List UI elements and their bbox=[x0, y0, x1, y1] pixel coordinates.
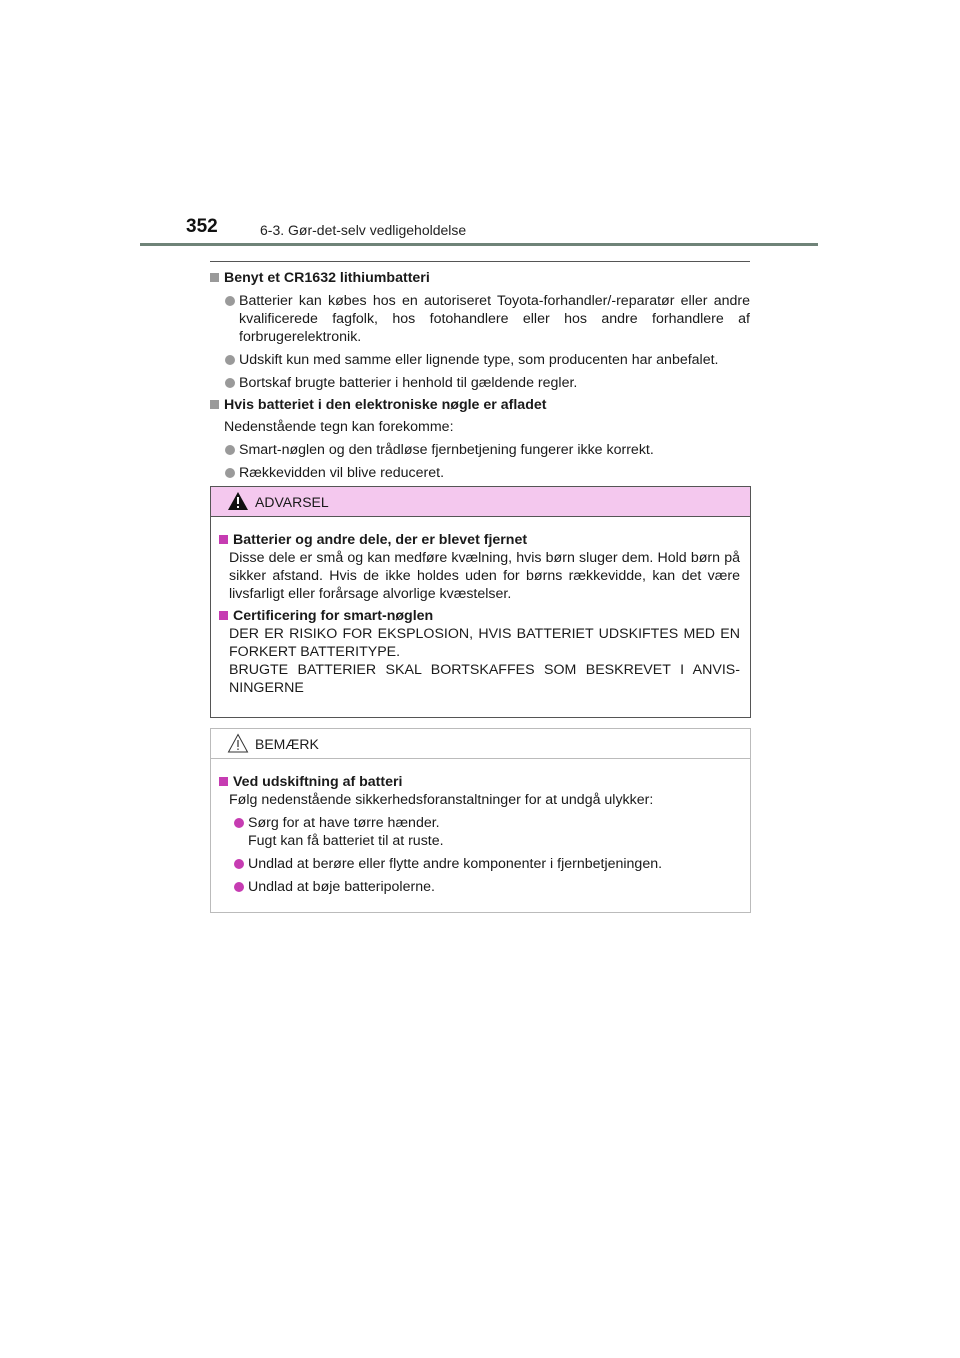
list-item-text: Batterier kan købes hos en autoriseret Toyota-forhandler/-reparatør eller andre kvalificerede fagfolk, hos fotohandlere eller hos andre forhandlere af forbrugerelektronik. bbox=[239, 293, 750, 345]
section-heading-text: Hvis batteriet i den elektroniske nøgle er afladet bbox=[224, 397, 547, 413]
warning-box bbox=[210, 486, 751, 718]
list-item-text: Udskift kun med samme eller lignende type, som producenten har anbefalet. bbox=[239, 352, 719, 368]
notice-box-body bbox=[211, 759, 750, 896]
list-item bbox=[210, 464, 750, 482]
warning-triangle-icon bbox=[227, 491, 249, 516]
circle-bullet-icon bbox=[225, 468, 235, 478]
warning-box-body bbox=[211, 517, 750, 697]
list-item bbox=[210, 441, 750, 459]
list-item bbox=[219, 814, 740, 850]
main-content bbox=[210, 265, 750, 482]
section-intro: Nedenstående tegn kan forekomme: bbox=[224, 419, 454, 435]
notice-heading-text: Ved udskiftning af batteri bbox=[233, 774, 403, 790]
square-bullet-icon bbox=[219, 535, 228, 544]
warning-label: ADVARSEL bbox=[255, 494, 329, 510]
list-item-text: Undlad at berøre eller flytte andre komponenter i fjernbetjeningen. bbox=[248, 856, 663, 872]
notice-label: BEMÆRK bbox=[255, 736, 319, 752]
square-bullet-icon bbox=[210, 400, 219, 409]
list-item bbox=[219, 855, 740, 873]
square-bullet-icon bbox=[210, 273, 219, 282]
page-number: 352 bbox=[186, 216, 218, 237]
circle-bullet-icon bbox=[234, 859, 244, 869]
section-heading-text: Benyt et CR1632 lithiumbatteri bbox=[224, 270, 430, 286]
notice-intro: Følg nedenstående sikkerhedsforanstaltninger for at undgå ulykker: bbox=[229, 792, 654, 808]
section-heading bbox=[210, 269, 750, 287]
square-bullet-icon bbox=[219, 611, 228, 620]
circle-bullet-icon bbox=[234, 818, 244, 828]
list-item-text: Sørg for at have tørre hænder. bbox=[248, 815, 440, 831]
header-rule bbox=[140, 243, 818, 246]
list-item bbox=[210, 374, 750, 392]
circle-bullet-icon bbox=[225, 296, 235, 306]
warning-text: Disse dele er små og kan medføre kvælning, hvis børn sluger dem. Hold børn på sikker afstand. Hvis de ikke holdes uden for børns rækkevidde, kan det være livsfarligt eller forårsage alvorlige kvæstelser. bbox=[229, 550, 740, 602]
section-title: 6-3. Gør-det-selv vedligeholdelse bbox=[260, 222, 467, 238]
square-bullet-icon bbox=[219, 777, 228, 786]
notice-box bbox=[210, 728, 751, 913]
warning-heading-text: Batterier og andre dele, der er blevet fjernet bbox=[233, 532, 528, 548]
warning-box-header bbox=[211, 487, 750, 517]
notice-box-header bbox=[211, 729, 750, 759]
list-item-text: Rækkevidden vil blive reduceret. bbox=[239, 465, 445, 481]
list-item-text: Smart-nøglen og den trådløse fjernbetjening fungerer ikke korrekt. bbox=[239, 442, 654, 458]
content-rule bbox=[210, 261, 750, 262]
warning-heading bbox=[219, 607, 740, 625]
circle-bullet-icon bbox=[225, 378, 235, 388]
list-item-text: Undlad at bøje batteripolerne. bbox=[248, 879, 435, 895]
warning-text: DER ER RISIKO FOR EKSPLOSION, HVIS BATTERIET UDSKIFTES MED EN FORKERT BATTERITYPE. bbox=[229, 626, 740, 660]
list-item bbox=[210, 351, 750, 369]
warning-heading-text: Certificering for smart-nøglen bbox=[233, 608, 434, 624]
notice-heading bbox=[219, 773, 740, 791]
caution-triangle-outline-icon bbox=[227, 733, 249, 758]
list-item-text: Bortskaf brugte batterier i henhold til gældende regler. bbox=[239, 375, 578, 391]
list-item bbox=[210, 292, 750, 346]
circle-bullet-icon bbox=[234, 882, 244, 892]
list-item bbox=[219, 878, 740, 896]
warning-heading bbox=[219, 531, 740, 549]
circle-bullet-icon bbox=[225, 445, 235, 455]
warning-text: BRUGTE BATTERIER SKAL BORTSKAFFES SOM BESKREVET I ANVIS-NINGERNE bbox=[229, 662, 740, 696]
list-item-text: Fugt kan få batteriet til at ruste. bbox=[248, 833, 444, 849]
circle-bullet-icon bbox=[225, 355, 235, 365]
section-heading bbox=[210, 396, 750, 414]
